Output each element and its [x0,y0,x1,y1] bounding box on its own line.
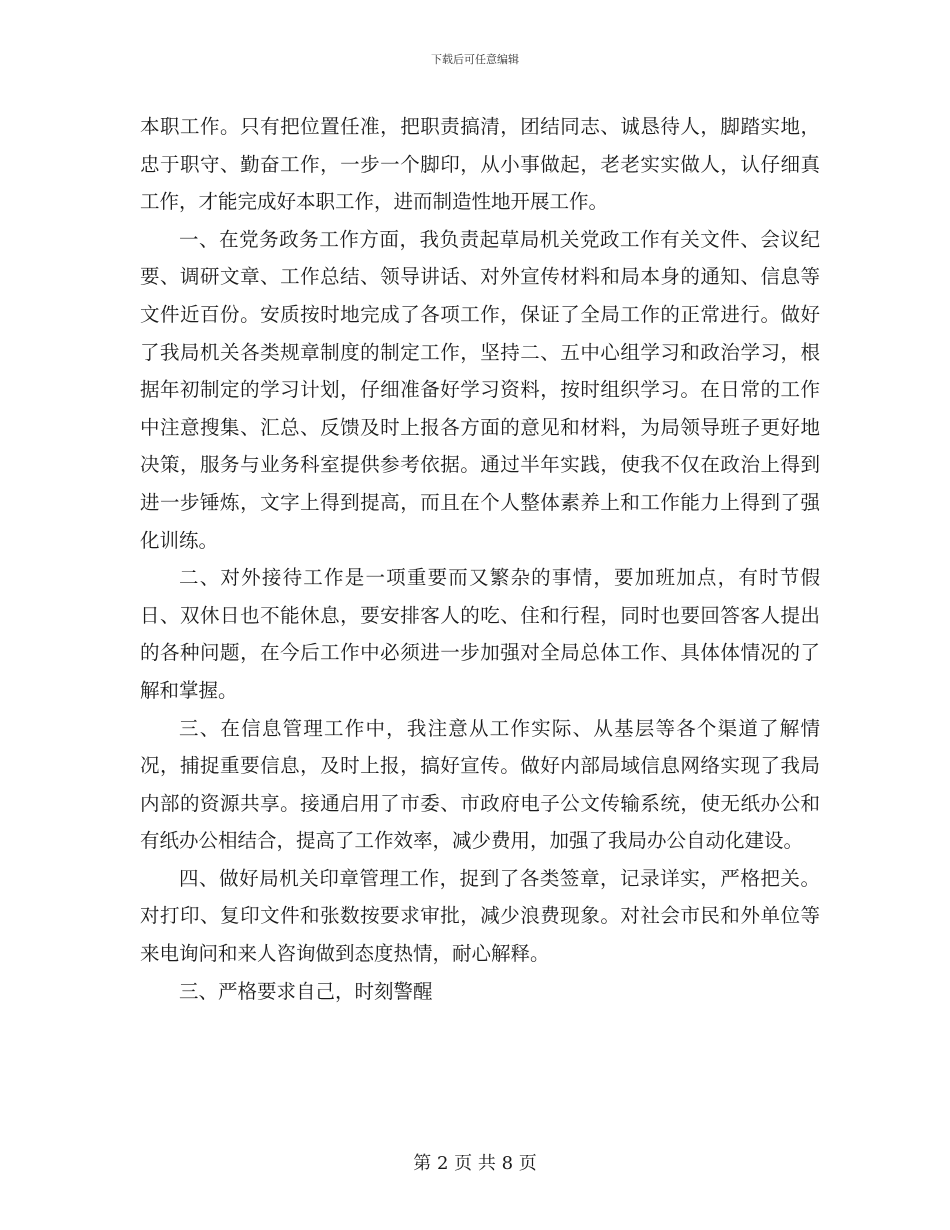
page-number-footer: 第 2 页 共 8 页 [413,1153,537,1174]
paragraph-reception: 二、对外接待工作是一项重要而又繁杂的事情，要加班加点，有时节假日、双休日也不能休息，要安排客人的吃、住和行程，同时也要回答客人提出的各种问题，在今后工作中必须进一步加强对全局总体工作、具体体情况的了解和掌握。 [140,566,820,702]
document-body [140,108,820,1010]
paragraph-intro: 本职工作。只有把位置任准，把职责搞清，团结同志、诚恳待人，脚踏实地，忠于职守、勤奋工作，一步一个脚印，从小事做起，老老实实做人，认仔细真工作，才能完成好本职工作，进而制造性地开展工作。 [140,115,820,214]
paragraph-party-affairs: 一、在党务政务工作方面，我负责起草局机关党政工作有关文件、会议纪要、调研文章、工作总结、领导讲话、对外宣传材料和局本身的通知、信息等文件近百份。安质按时地完成了各项工作，保证了全局工作的正常进行。做好了我局机关各类规章制度的制定工作，坚持二、五中心组学习和政治学习，根据年初制定的学习计划，仔细准备好学习资料，按时组织学习。在日常的工作中注意搜集、汇总、反馈及时上报各方面的意见和材料，为局领导班子更好地决策，服务与业务科室提供参考依据。通过半年实践，使我不仅在政治上得到进一步锤炼，文字上得到提高，而且在个人整体素养上和工作能力上得到了强化训练。 [140,227,820,552]
paragraph-information-management: 三、在信息管理工作中，我注意从工作实际、从基层等各个渠道了解情况，捕捉重要信息，及时上报，搞好宣传。做好内部局域信息网络实现了我局内部的资源共享。接通启用了市委、市政府电子公文传输系统，使无纸办公和有纸办公相结合，提高了工作效率，减少费用，加强了我局办公自动化建设。 [140,716,820,853]
page-header: 下载后可任意编辑 [431,53,519,66]
paragraph-section-heading: 三、严格要求自己，时刻警醒 [179,979,433,1003]
paragraph-seal-management: 四、做好局机关印章管理工作，捉到了各类签章，记录详实，严格把关。对打印、复印文件和张数按要求审批，减少浪费现象。对社会市民和外单位等来电询问和来人咨询做到态度热情，耐心解释。 [140,866,820,966]
